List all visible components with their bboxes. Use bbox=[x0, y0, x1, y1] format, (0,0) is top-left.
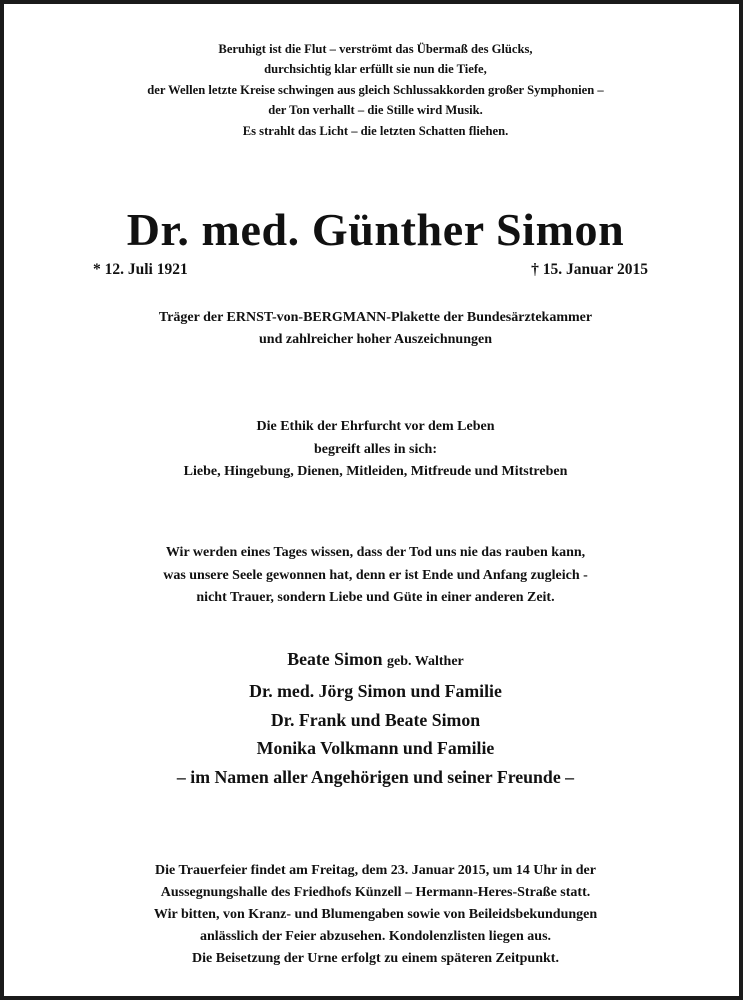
service-line: Die Beisetzung der Urne erfolgt zu einem späteren Zeitpunkt. bbox=[192, 951, 559, 966]
funeral-service-info bbox=[4, 860, 743, 970]
mourners-list bbox=[4, 645, 743, 792]
poem-line: durchsichtig klar erfüllt sie nun die Tiefe, bbox=[264, 62, 487, 77]
maiden-name: geb. Walther bbox=[387, 654, 464, 669]
birth-date: * 12. Juli 1921 bbox=[93, 261, 188, 278]
mourner-line: Dr. med. Jörg Simon und Familie bbox=[249, 680, 502, 701]
mourner-name: Beate Simon bbox=[287, 649, 383, 669]
service-line: Aussegnungshalle des Friedhofs Künzell – Hermann-Heres-Straße statt. bbox=[160, 885, 591, 900]
quote-line: Wir werden eines Tages wissen, dass der Tod uns nie das rauben kann, bbox=[165, 545, 586, 560]
mourner-line bbox=[4, 645, 743, 677]
honor-line: und zahlreicher hoher Auszeichnungen bbox=[259, 332, 492, 347]
ethics-quote bbox=[4, 416, 743, 484]
memorial-quote bbox=[4, 542, 743, 610]
poem-line: der Wellen letzte Kreise schwingen aus gleich Schlussakkorden großer Symphonien – bbox=[147, 82, 604, 97]
poem-line: Beruhigt ist die Flut – verströmt das Übermaß des Glücks, bbox=[218, 42, 533, 56]
poem bbox=[4, 39, 743, 141]
ethics-line: begreift alles in sich: bbox=[313, 441, 437, 457]
mourner-line: Dr. Frank und Beate Simon bbox=[270, 709, 481, 730]
deceased-name: Dr. med. Günther Simon bbox=[126, 204, 625, 255]
service-line: Wir bitten, von Kranz- und Blumengaben sowie von Beileidsbekundungen bbox=[153, 907, 598, 922]
honors bbox=[4, 307, 743, 351]
poem-line: Es strahlt das Licht – die letzten Schatten fliehen. bbox=[242, 123, 509, 138]
death-date: † 15. Januar 2015 bbox=[531, 261, 648, 278]
service-line: Die Trauerfeier findet am Freitag, dem 23. Januar 2015, um 14 Uhr in der bbox=[155, 863, 596, 878]
poem-line: der Ton verhallt – die Stille wird Musik. bbox=[268, 103, 483, 118]
ethics-line: Liebe, Hingebung, Dienen, Mitleiden, Mitfreude und Mitstreben bbox=[183, 464, 568, 479]
honor-line: Träger der ERNST-von-BERGMANN-Plakette der Bundesärztekammer bbox=[158, 310, 593, 325]
mourner-line: Monika Volkmann und Familie bbox=[256, 738, 495, 759]
ethics-line: Die Ethik der Ehrfurcht vor dem Leben bbox=[256, 419, 495, 434]
quote-line: was unsere Seele gewonnen hat, denn er ist Ende und Anfang zugleich - bbox=[163, 567, 588, 583]
service-line: anlässlich der Feier abzusehen. Kondolenzlisten liegen aus. bbox=[199, 929, 552, 944]
mourner-line: – im Namen aller Angehörigen und seiner Freunde – bbox=[176, 767, 575, 788]
quote-line: nicht Trauer, sondern Liebe und Güte in einer anderen Zeit. bbox=[196, 590, 555, 605]
